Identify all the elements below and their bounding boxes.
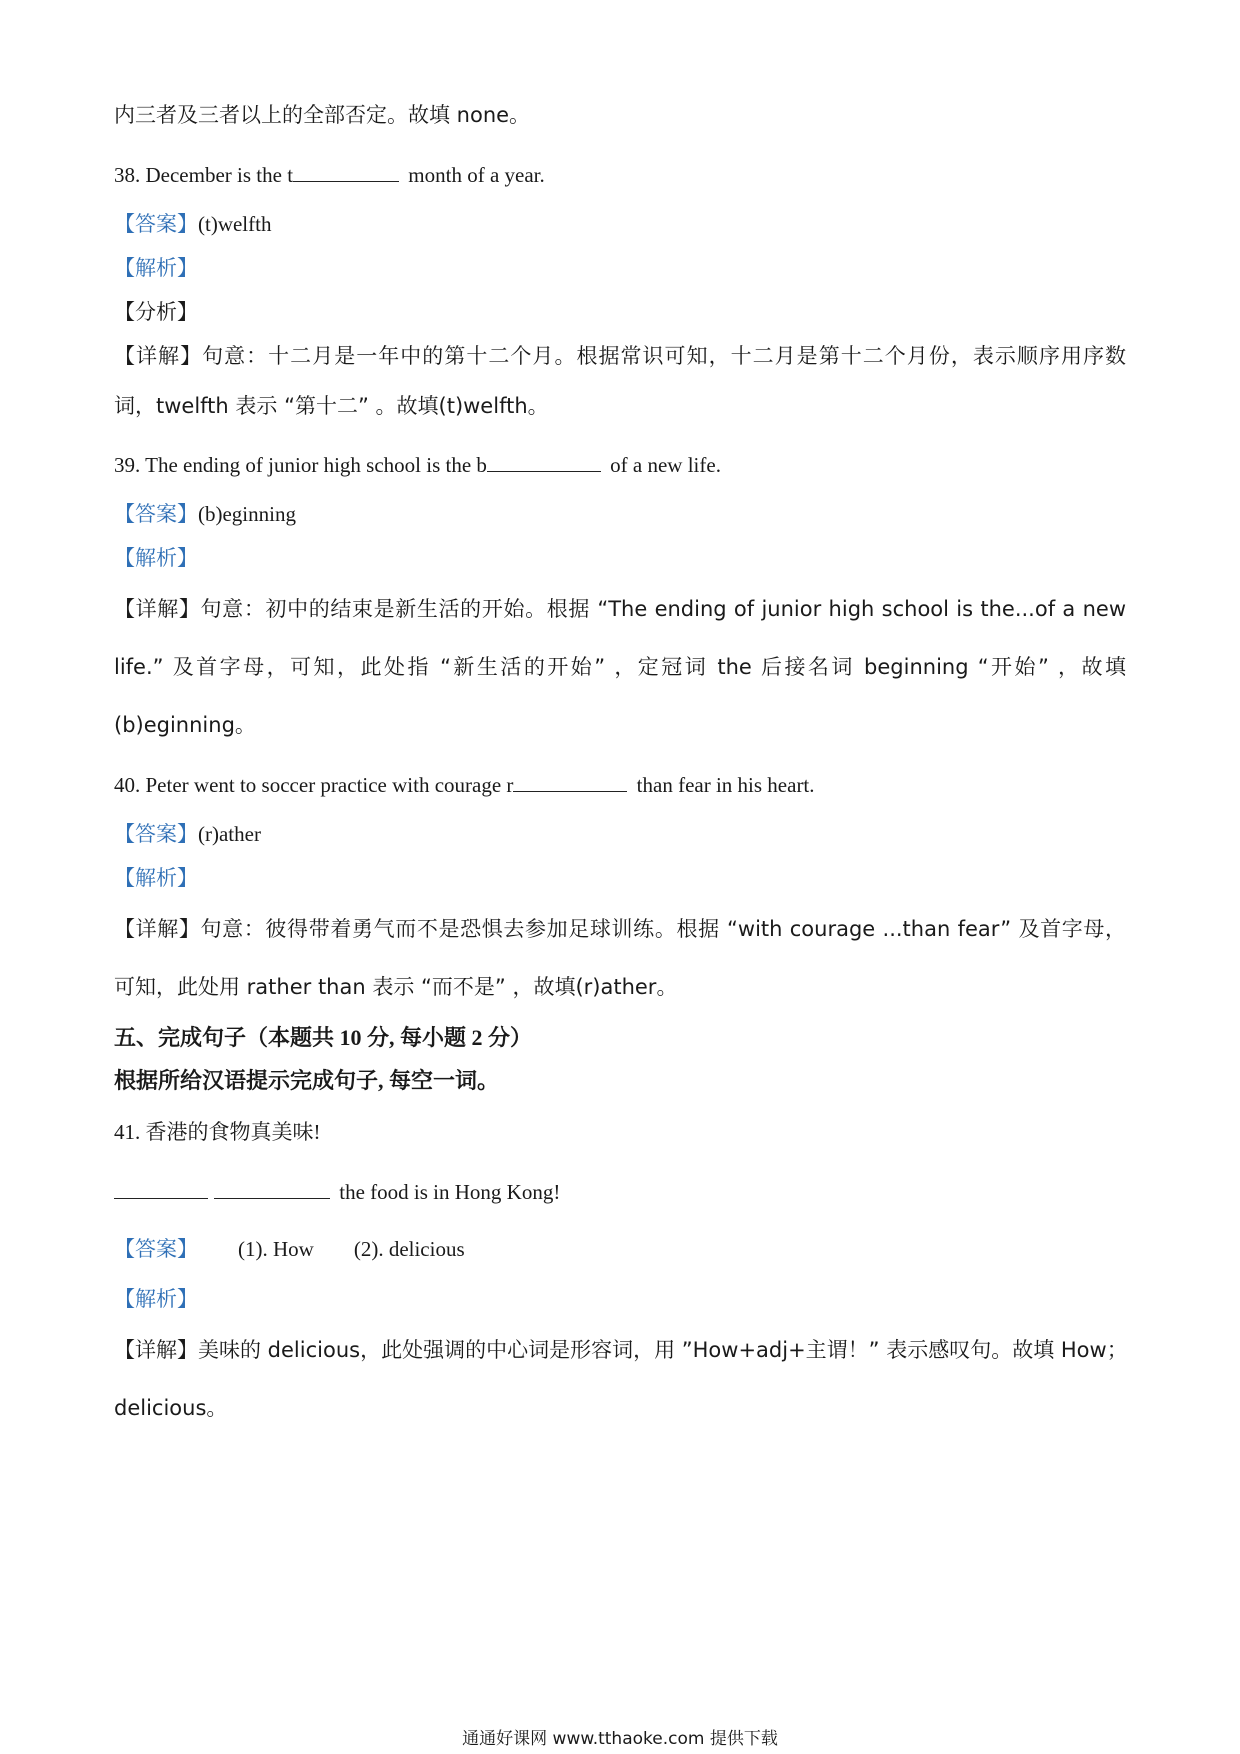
analysis-label: 【解析】 xyxy=(114,546,198,570)
answer-value-2: (2). delicious xyxy=(353,1237,465,1261)
question-40-pre: 40. Peter went to soccer practice with courage r xyxy=(114,773,514,797)
detail-41-line-2: delicious。 xyxy=(114,1396,228,1420)
detail-40-line-2: 可知，此处用 rather than 表示 “而不是” ，故填(r)ather。 xyxy=(114,975,678,999)
answer-41 xyxy=(114,1234,1126,1264)
answer-label: 【答案】 xyxy=(114,212,198,236)
detail-40-line-1: 【详解】句意：彼得带着勇气而不是恐惧去参加足球训练。根据 “with courage ...than fear” 及首字母， xyxy=(114,917,1126,941)
question-38-pre: 38. December is the t xyxy=(114,163,294,187)
answer-value: (r)ather xyxy=(198,822,261,846)
detail-39-line-3: (b)eginning。 xyxy=(114,713,256,737)
answer-value: (t)welfth xyxy=(198,212,272,236)
answer-blank xyxy=(293,159,399,182)
question-38-post: month of a year. xyxy=(403,163,545,187)
analysis-label: 【解析】 xyxy=(114,866,198,890)
answer-blank-1 xyxy=(114,1176,208,1199)
detail-39-line-1: 【详解】句意：初中的结束是新生活的开始。根据 “The ending of junior high school is the...of a new xyxy=(114,597,1126,621)
question-40 xyxy=(114,769,1126,800)
page-footer: 通通好课网 www.tthaoke.com 提供下载 xyxy=(462,1729,778,1749)
detail-41-line-1: 【详解】美味的 delicious，此处强调的中心词是形容词，用 ”How+adj+主谓！” 表示感叹句。故填 How； xyxy=(114,1338,1128,1362)
question-38 xyxy=(114,159,1126,190)
continued-text: 内三者及三者以上的全部否定。故填 none。 xyxy=(114,103,531,127)
answer-value: (b)eginning xyxy=(198,502,296,526)
detail-39-line-2: life.” 及首字母，可知，此处指 “新生活的开始” ，定冠词 the 后接名词 beginning “开始” ，故填 xyxy=(114,655,1126,679)
answer-blank xyxy=(487,449,601,472)
answer-label: 【答案】 xyxy=(114,1237,198,1261)
answer-39 xyxy=(114,499,1126,529)
question-41-post: the food is in Hong Kong! xyxy=(334,1180,561,1204)
answer-blank xyxy=(513,769,627,792)
answer-40 xyxy=(114,819,1126,849)
question-41-sentence xyxy=(114,1176,1126,1207)
answer-blank-2 xyxy=(214,1176,330,1199)
fenxi-label: 【分析】 xyxy=(114,300,198,324)
answer-value-1: (1). How xyxy=(238,1237,314,1261)
detail-38-line-2: 词，twelfth 表示 “第十二” 。故填(t)welfth。 xyxy=(114,394,549,418)
question-39 xyxy=(114,449,1126,480)
answer-label: 【答案】 xyxy=(114,502,198,526)
question-39-post: of a new life. xyxy=(604,453,721,477)
section-instruction: 根据所给汉语提示完成句子, 每空一词。 xyxy=(114,1068,500,1093)
analysis-label: 【解析】 xyxy=(114,1287,198,1311)
section-title: 五、完成句子（本题共 10 分, 每小题 2 分） xyxy=(114,1025,533,1050)
analysis-label: 【解析】 xyxy=(114,256,198,280)
question-39-pre: 39. The ending of junior high school is the b xyxy=(114,453,487,477)
answer-38 xyxy=(114,209,1126,239)
detail-38-line-1: 【详解】句意：十二月是一年中的第十二个月。根据常识可知，十二月是第十二个月份，表示顺序用序数 xyxy=(114,344,1126,368)
answer-label: 【答案】 xyxy=(114,822,198,846)
question-41-prompt: 41. 香港的食物真美味! xyxy=(114,1120,321,1144)
question-40-post: than fear in his heart. xyxy=(631,773,815,797)
